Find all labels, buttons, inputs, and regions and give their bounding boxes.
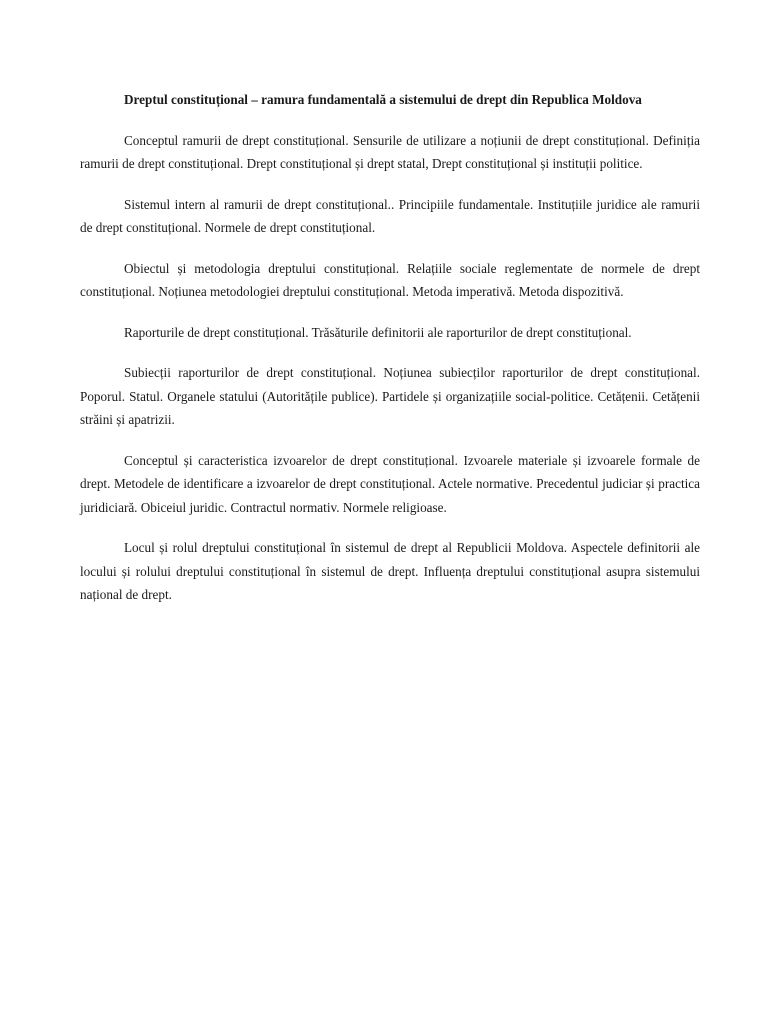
paragraph-raporturile: Raporturile de drept constituțional. Trăsăturile definitorii ale raporturilor de drept constituțional. — [124, 324, 632, 340]
paragraph-sistemul-intern: Sistemul intern al ramurii de drept constituțional.. Principiile fundamentale. Instituțiile juridice ale ramurii de drept constituțional. Normele de drept constituțional. — [80, 196, 700, 235]
document-title: Dreptul constituțional – ramura fundamentală a sistemului de drept din Republica Moldova — [124, 92, 642, 107]
paragraph-izvoarele: Conceptul și caracteristica izvoarelor de drept constituțional. Izvoarele materiale și izvoarele formale de drept. Metodele de identificare a izvoarelor de drept constituțional. Actele normative. Precedentul judiciar și practica juridiciară. Obiceiul juridic. Contractul normativ. Normele religioase. — [80, 452, 700, 515]
paragraph-subiectii: Subiecții raporturilor de drept constituțional. Noțiunea subiecților raporturilor de drept constituțional. Poporul. Statul. Organele statului (Autoritățile publice). Partidele și organizațiile social-politice. Cetățenii. Cetățenii străini și apatrizii. — [80, 365, 700, 427]
document-body — [80, 88, 700, 624]
paragraph-obiectul-metodologia: Obiectul și metodologia dreptului constituțional. Relațiile sociale reglementate de normele de drept constituțional. Noțiunea metodologiei dreptului constituțional. Metoda imperativă. Metoda dispozitivă. — [80, 260, 700, 299]
paragraph-locul-rolul: Locul și rolul dreptului constituțional în sistemul de drept al Republicii Moldova. Aspectele definitorii ale locului și rolului dreptului constituțional în sistemul de drept. Influența dreptului constituțional asupra sistemului național de drept. — [80, 540, 700, 602]
paragraph-conceptul-ramurii: Conceptul ramurii de drept constituțional. Sensurile de utilizare a noțiunii de drept constituțional. Definiția ramurii de drept constituțional. Drept constituțional și drept statal, Drept constituțional și instituții politice. — [80, 132, 700, 171]
